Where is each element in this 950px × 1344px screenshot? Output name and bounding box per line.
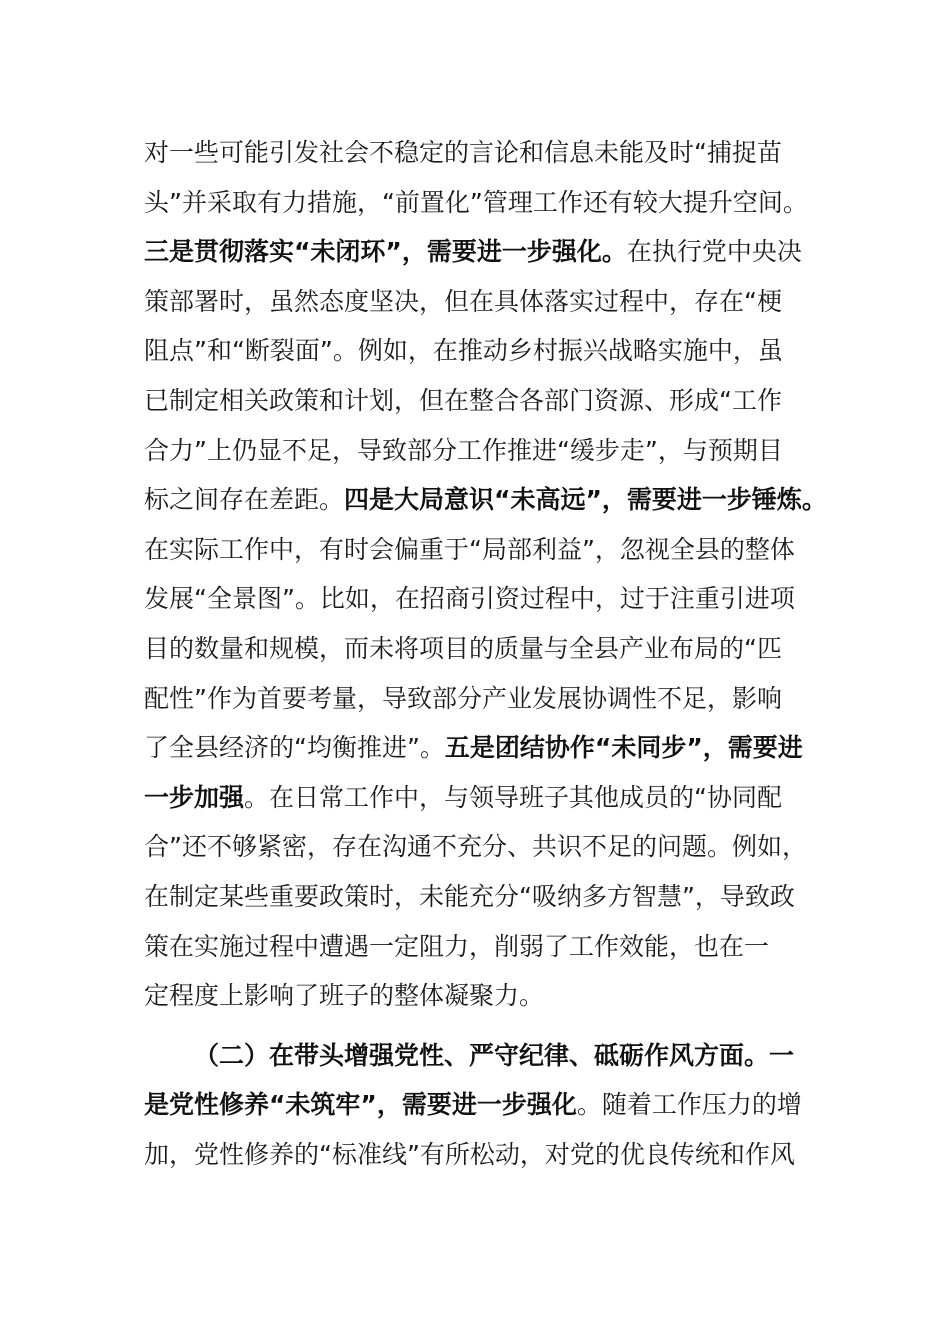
text-line <box>144 872 834 922</box>
text-run: 在实际工作中，有时会偏重于“局部利益”，忽视全县的整体 <box>144 534 795 564</box>
text-run: 已制定相关政策和计划，但在整合各部门资源、形成“工作 <box>144 385 782 415</box>
text-line <box>144 922 834 972</box>
section-heading-line <box>144 1031 834 1081</box>
text-run: 在制定某些重要政策时，未能充分“吸纳多方智慧”，导致政 <box>144 881 795 911</box>
text-line <box>144 822 834 872</box>
text-run: 合”还不够紧密，存在沟通不充分、共识不足的问题。例如， <box>144 832 807 862</box>
body-text <box>144 128 834 1179</box>
bold-heading-run: 是党性修养“未筑牢”，需要进一步强化 <box>144 1090 577 1120</box>
text-run: 在执行党中央决 <box>626 237 802 267</box>
text-line <box>144 773 834 823</box>
text-run: 策在实施过程中遭遇一定阻力，削弱了工作效能，也在一 <box>144 931 770 961</box>
text-run: 了全县经济的“均衡推进”。 <box>144 733 445 763</box>
bold-heading-run: 五是团结协作“未同步”，需要进 <box>444 733 803 763</box>
bold-heading-run: 四是大局意识“未高远”，需要进一步锤炼。 <box>344 485 827 515</box>
bold-heading-run: （二）在带头增强党性、严守纪律、砥砺作风方面。一 <box>194 1040 795 1070</box>
text-run: 定程度上影响了班子的整体凝聚力。 <box>144 981 545 1011</box>
bold-heading-run: 三是贯彻落实“未闭环”，需要进一步强化。 <box>144 237 627 267</box>
text-line <box>144 475 834 525</box>
text-run: 。在日常工作中，与领导班子其他成员的“协同配 <box>244 782 782 812</box>
text-line <box>144 326 834 376</box>
text-line <box>144 376 834 426</box>
text-line <box>144 178 834 228</box>
text-line <box>144 525 834 575</box>
text-line <box>144 624 834 674</box>
text-run: 合力”上仍显不足，导致部分工作推进“缓步走”，与预期目 <box>144 435 783 465</box>
text-run: 发展“全景图”。比如，在招商引资过程中，过于注重引进项 <box>144 584 795 614</box>
text-line <box>144 574 834 624</box>
text-run: 加，党性修养的“标准线”有所松动，对党的优良传统和作风 <box>144 1139 795 1169</box>
text-line <box>144 128 834 178</box>
text-line <box>144 1080 834 1130</box>
text-line <box>144 426 834 476</box>
text-run: 策部署时，虽然态度坚决，但在具体落实过程中，存在“梗 <box>144 286 782 316</box>
text-run: 标之间存在差距。 <box>144 485 345 515</box>
text-run: 目的数量和规模，而未将项目的质量与全县产业布局的“匹 <box>144 633 782 663</box>
text-line <box>144 971 834 1021</box>
text-run: 头”并采取有力措施，“前置化”管理工作还有较大提升空间。 <box>144 187 808 217</box>
text-line <box>144 277 834 327</box>
bold-heading-run: 一步加强 <box>144 782 245 812</box>
text-line <box>144 1130 834 1180</box>
text-run: 阻点”和“断裂面”。例如，在推动乡村振兴战略实施中，虽 <box>144 336 783 366</box>
text-line <box>144 674 834 724</box>
text-line <box>144 723 834 773</box>
text-run: 。随着工作压力的增 <box>576 1090 802 1120</box>
text-run: 配性”作为首要考量，导致部分产业发展协调性不足，影响 <box>144 683 782 713</box>
text-line <box>144 227 834 277</box>
text-run: 对一些可能引发社会不稳定的言论和信息未能及时“捕捉苗 <box>144 138 782 167</box>
